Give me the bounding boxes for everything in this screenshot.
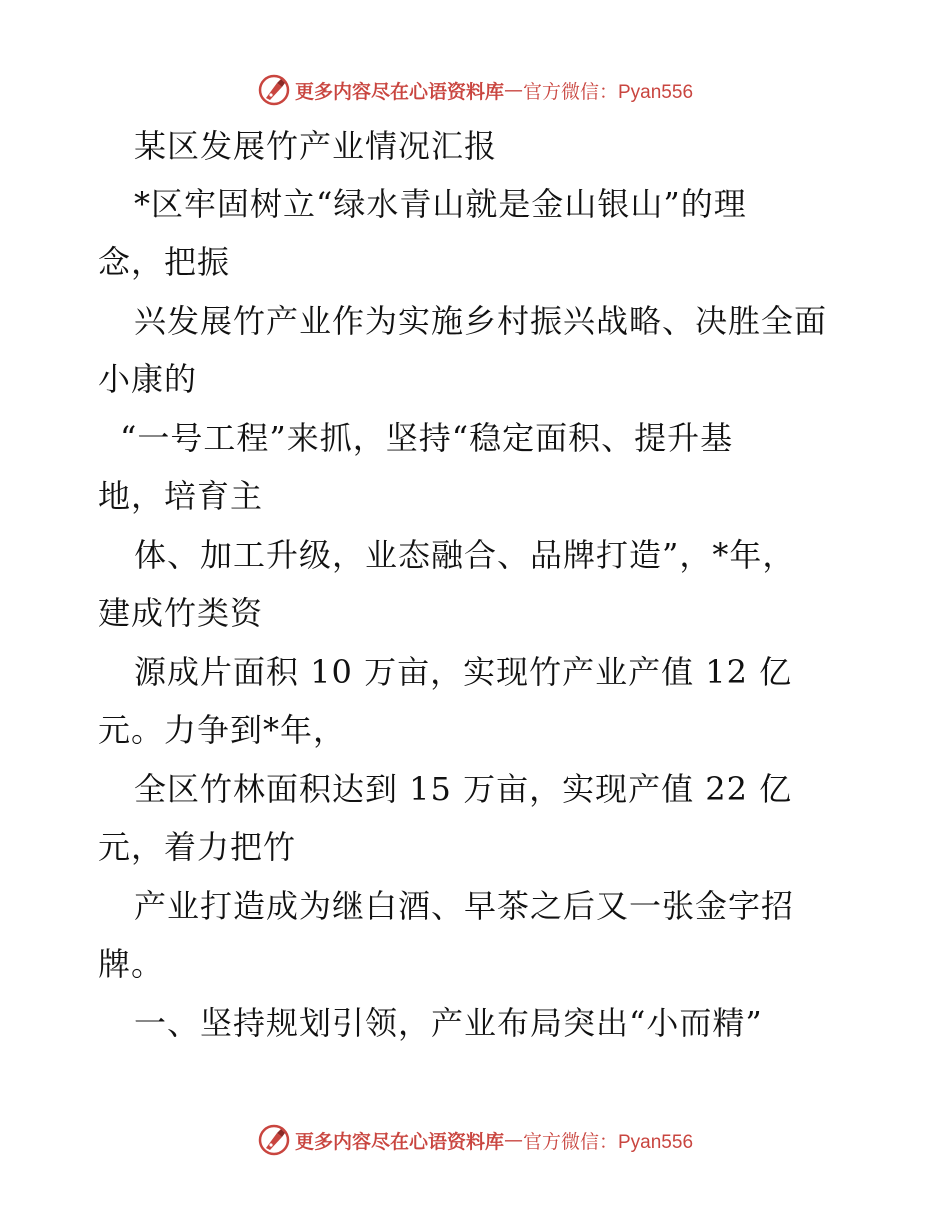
text-line: 地，培育主 (98, 477, 264, 515)
footer-watermark (0, 1120, 950, 1160)
text-line: 建成竹类资 (98, 594, 264, 632)
text-line: 体、加工升级，业态融合、品牌打造”，*年， (134, 536, 796, 574)
text-line: “一号工程”来抓，坚持“稳定面积、提升基 (120, 419, 734, 457)
watermark-account: 官方微信：Pyan556 (523, 1131, 694, 1153)
watermark-text: 更多内容尽在心语资料库 (294, 80, 504, 103)
pen-nib-logo-icon (257, 1123, 291, 1157)
text-line: 念，把振 (98, 243, 231, 281)
text-line: *区牢固树立“绿水青山就是金山银山”的理 (134, 185, 747, 223)
text-line: 产业打造成为继白酒、早茶之后又一张金字招 (134, 887, 795, 925)
text-line: 全区竹林面积达到 15 万亩，实现产值 22 亿 (134, 770, 793, 808)
text-line: 元，着力把竹 (98, 828, 297, 866)
section-heading: 一、坚持规划引领，产业布局突出“小而精” (134, 1004, 763, 1042)
watermark-separator: — (504, 1129, 523, 1151)
text-line: 兴发展竹产业作为实施乡村振兴战略、决胜全面 (134, 302, 828, 340)
document-title: 某区发展竹产业情况汇报 (134, 127, 498, 165)
watermark-text: 更多内容尽在心语资料库 (294, 1130, 504, 1153)
header-watermark (0, 70, 950, 110)
text-line: 牌。 (98, 945, 165, 983)
text-line: 源成片面积 10 万亩，实现竹产业产值 12 亿 (134, 653, 793, 691)
watermark-separator: — (504, 79, 523, 101)
watermark-account: 官方微信：Pyan556 (523, 81, 694, 103)
text-line: 小康的 (98, 360, 198, 398)
text-line: 元。力争到*年， (98, 711, 347, 749)
pen-nib-logo-icon (257, 73, 291, 107)
